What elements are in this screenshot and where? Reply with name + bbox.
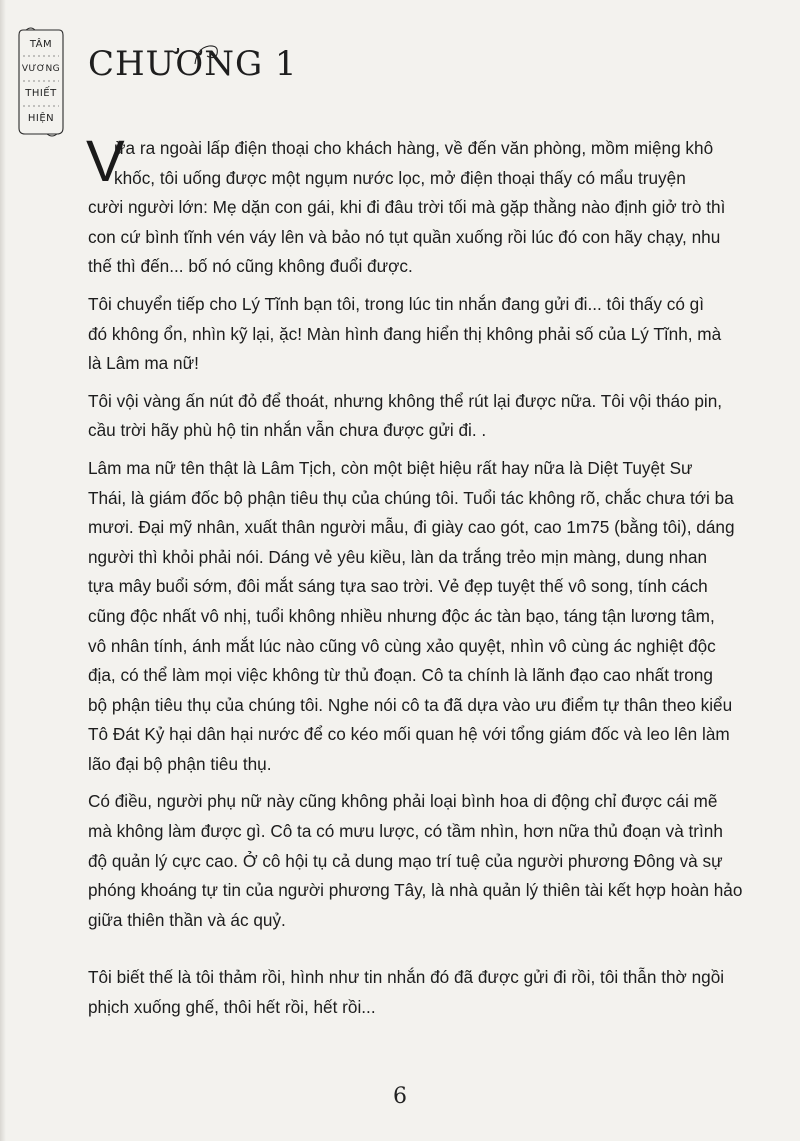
text-line: Lâm ma nữ tên thật là Lâm Tịch, còn một biệt hiệu rất hay nữa là Diệt Tuyệt Sư [88,457,693,478]
text-line: đó không ổn, nhìn kỹ lại, ặc! Màn hình đang hiển thị không phải số của Lý Tĩnh, mà [88,323,722,344]
chapter-title: CHƯƠNG 1 [88,44,298,84]
badge-line-1: TÂM [29,39,53,50]
page-number: 6 [393,1084,407,1109]
badge-line-3: THIẾT [25,88,57,99]
text-line: mươi. Đại mỹ nhân, xuất thân người mẫu, đi giày cao gót, cao 1m75 (bằng tôi), dáng [88,517,735,538]
text-line: Tôi chuyển tiếp cho Lý Tĩnh bạn tôi, trong lúc tin nhắn đang gửi đi... tôi thấy có gì [88,293,704,314]
page-edge-shadow [0,0,6,1141]
chapter-body [86,129,778,1031]
paragraph-3 [88,387,778,446]
text-line: Tôi biết thế là tôi thảm rồi, hình như tin nhắn đó đã được gửi đi rồi, tôi thẫn thờ ngồi [88,967,725,988]
drop-cap: V [86,129,125,194]
text-line: lão đại bộ phận tiêu thụ. [88,753,272,774]
book-title-badge [17,26,65,136]
text-line: người thì khỏi phải nói. Dáng vẻ yêu kiều, làn da trắng trẻo mịn màng, dung nhan [88,546,708,567]
paragraph-2 [88,290,778,379]
text-line: vô nhân tính, ánh mắt lúc nào cũng vô cùng xảo quyệt, nhìn vô cùng ác nghiệt độc [88,635,716,656]
text-line: Tô Đát Kỷ hại dân hại nước để co kéo mối quan hệ với tổng giám đốc và leo lên làm [88,724,730,745]
text-line: ừa ra ngoài lấp điện thoại cho khách hàng, về đến văn phòng, mồm miệng khô [114,138,714,158]
text-line: cười người lớn: Mẹ dặn con gái, khi đi đâu trời tối mà gặp thằng nào định giở trò thì [88,197,726,218]
text-line: thế thì đến... bố nó cũng không đuổi được. [88,256,413,277]
text-line: giữa thiên thần và ác quỷ. [88,909,286,930]
badge-line-4: HIỆN [27,113,55,124]
text-line: bộ phận tiêu thụ của chúng tôi. Nghe nói cô ta đã dựa vào ưu điểm tự thân theo kiểu [88,694,733,715]
text-line: Có điều, người phụ nữ này cũng không phải loại bình hoa di động chỉ được cái mẽ [88,791,718,812]
paragraph-6 [88,963,778,1022]
paragraph-5 [88,787,778,935]
text-line: cũng độc nhất vô nhị, tuổi không nhiều nhưng độc ác tàn bạo, táng tận lương tâm, [88,605,715,626]
text-line: cầu trời hãy phù hộ tin nhắn vẫn chưa được gửi đi. . [88,420,487,441]
text-line: phóng khoáng tự tin của người phương Tây, là nhà quản lý thiên tài kết hợp hoàn hảo [88,880,743,901]
text-line: Tôi vội vàng ấn nút đỏ để thoát, nhưng không thể rút lại được nữa. Tôi vội tháo pin, [88,390,723,411]
paragraph-1 [86,129,778,282]
text-line: phịch xuống ghế, thôi hết rồi, hết rồi... [88,997,376,1018]
text-line: là Lâm ma nữ! [88,353,199,374]
text-line: khốc, tôi uống được một ngụm nước lọc, mở điện thoại thấy có mẩu truyện [114,167,686,188]
paragraph-4 [88,454,778,780]
text-line: con cứ bình tĩnh vén váy lên và bảo nó tụt quần xuống rồi lúc đó con hãy chạy, nhu [88,226,721,247]
badge-line-2: VƯƠNG [21,64,61,74]
text-line: tựa mây buổi sớm, đôi mắt sáng tựa sao trời. Vẻ đẹp tuyệt thế vô song, tính cách [88,576,708,597]
text-line: địa, có thể làm mọi việc không từ thủ đoạn. Cô ta chính là lãnh đạo cao nhất trong [88,665,713,686]
chapter-flourish-ornament [191,42,231,68]
text-line: độ quản lý cực cao. Ở cô hội tụ cả dung mạo trí tuệ của người phương Đông và sự [88,850,723,871]
text-line: mà không làm được gì. Cô ta có mưu lược, có tầm nhìn, hơn nữa thủ đoạn và trình [88,821,723,842]
text-line: Thái, là giám đốc bộ phận tiêu thụ của chúng tôi. Tuổi tác không rõ, chắc chưa tới ba [88,487,734,508]
